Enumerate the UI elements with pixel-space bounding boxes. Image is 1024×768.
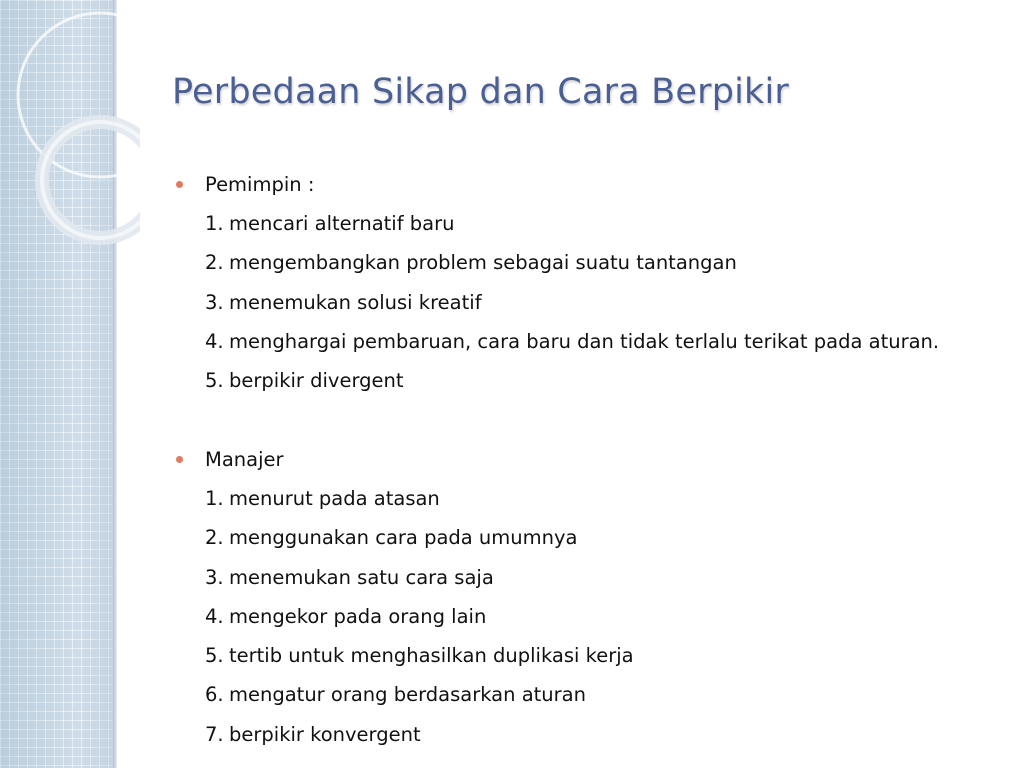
thick-ring-highlight bbox=[42, 122, 140, 238]
item-number: 5. bbox=[205, 369, 224, 393]
item-number: 5. bbox=[205, 644, 224, 668]
item-text: mencari alternatif baru bbox=[229, 212, 455, 235]
item-text: menemukan satu cara saja bbox=[229, 565, 494, 589]
bullet-dot-icon bbox=[176, 456, 183, 463]
item-text: tertib untuk menghasilkan duplikasi kerja bbox=[229, 644, 634, 668]
item-number: 7. bbox=[205, 722, 224, 746]
section-heading: Pemimpin : bbox=[205, 173, 315, 196]
item-number: 6. bbox=[205, 683, 224, 707]
item-number: 3. bbox=[205, 565, 224, 589]
section-heading: Manajer bbox=[205, 448, 284, 471]
slide-title: Perbedaan Sikap dan Cara Berpikir bbox=[172, 72, 790, 112]
item-text: mengekor pada orang lain bbox=[229, 604, 487, 628]
bullet-dot-icon bbox=[176, 181, 183, 188]
item-text: menghargai pembaruan, cara baru dan tidak terlalu terikat pada aturan. bbox=[229, 329, 940, 353]
item-text: berpikir divergent bbox=[229, 369, 404, 393]
item-text: menurut pada atasan bbox=[229, 487, 440, 510]
item-text: mengembangkan problem sebagai suatu tantangan bbox=[229, 251, 737, 275]
item-number: 1. bbox=[205, 212, 224, 235]
item-number: 1. bbox=[205, 487, 224, 510]
item-text: berpikir konvergent bbox=[229, 722, 421, 746]
item-text: mengatur orang berdasarkan aturan bbox=[229, 683, 586, 707]
item-text: menggunakan cara pada umumnya bbox=[229, 526, 578, 550]
decorative-rings bbox=[0, 0, 140, 260]
item-number: 3. bbox=[205, 290, 224, 314]
item-number: 2. bbox=[205, 251, 224, 275]
large-ring bbox=[18, 13, 140, 177]
item-text: menemukan solusi kreatif bbox=[229, 290, 482, 314]
item-number: 4. bbox=[205, 604, 224, 628]
item-number: 2. bbox=[205, 526, 224, 550]
item-number: 4. bbox=[205, 329, 224, 353]
